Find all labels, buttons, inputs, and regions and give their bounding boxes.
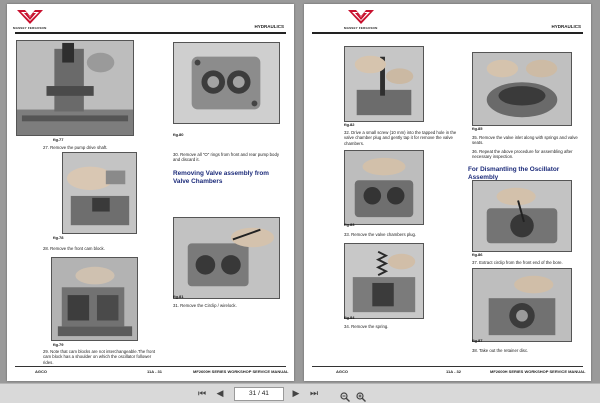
figure-caption: 29. Note that cam blocks are not interchangeable.The front cam block has a shoulder on which the oscillator follower rides.: [43, 349, 156, 365]
photo-front-cam-block: [62, 152, 137, 234]
figure-caption: 28. Remove the front cam block.: [43, 246, 105, 251]
figure-label: fig.78: [53, 235, 64, 240]
next-page-icon[interactable]: ▶: [292, 389, 300, 399]
footer-page-number: 11A - 31: [147, 369, 162, 374]
figure-label: fig.85: [472, 126, 483, 131]
manual-page-right: [304, 4, 591, 381]
photo-extract-circlip: [472, 180, 572, 252]
figure-caption: 37. Extract circlip from the front end of the bore.: [472, 260, 563, 265]
footer-manual-title: MF2600H SERIES WORKSHOP SERVICE MANUAL: [193, 369, 289, 374]
photo-spring: [344, 243, 424, 319]
footer-rule: [312, 366, 583, 367]
header-rule: [312, 32, 583, 34]
section-subheading: Removing Valve assembly from Valve Chambers: [173, 170, 269, 185]
figure-label: fig.77: [53, 137, 64, 142]
zoom-out-icon[interactable]: [340, 389, 350, 399]
photo-drive-screw: [344, 46, 424, 122]
section-subheading: For Dismantling the Oscillator Assembly: [468, 166, 560, 181]
figure-caption: 34. Remove the spring.: [344, 324, 389, 329]
figure-caption: 32. Drive a small screw (10 mm) into the tapped hole in the valve chamber plug and gently tap it for remove the valve chambers.: [344, 130, 457, 146]
footer-brand: AGCO: [35, 369, 47, 374]
photo-valve-inlet: [472, 52, 572, 126]
photo-cam-blocks: [51, 257, 138, 341]
figure-caption: 38. Take out the retainer disc.: [472, 348, 529, 353]
footer-rule: [15, 366, 286, 367]
zoom-in-icon[interactable]: [356, 389, 366, 399]
last-page-icon[interactable]: ⏭: [309, 389, 319, 399]
figure-caption: 31. Remove the Circlip / wirelock.: [173, 303, 237, 308]
figure-caption: 35. Remove the valve inlet along with springs and valve seats.: [472, 135, 578, 146]
massey-ferguson-logo: [348, 10, 374, 25]
figure-label: fig.86: [472, 252, 483, 257]
manual-page-left: [7, 4, 294, 381]
figure-label: fig.82: [344, 122, 355, 127]
figure-caption: 30. Remove all "O" rings from front and rear pump body and discard it.: [173, 152, 279, 163]
photo-o-rings-pump-body: [173, 42, 280, 124]
pdf-viewer-toolbar: [0, 383, 600, 403]
figure-label: fig.83: [344, 222, 355, 227]
photo-retainer-disc: [472, 268, 572, 342]
figure-caption: 33. Remove the valve chambers plug.: [344, 232, 417, 237]
footer-page-number: 11A - 32: [446, 369, 461, 374]
figure-caption: 36. Repeat the above procedure for assembling after necessary inspection.: [472, 149, 573, 160]
figure-label: fig.80: [173, 132, 184, 137]
previous-page-icon[interactable]: ◀: [216, 389, 224, 399]
section-title: HYDRAULICS: [551, 24, 581, 29]
photo-circlip-wirelock: [173, 217, 280, 299]
footer-brand: AGCO: [336, 369, 348, 374]
photo-pump-drive-shaft: [16, 40, 134, 136]
figure-label: fig.81: [173, 294, 184, 299]
photo-valve-chamber-plug: [344, 150, 424, 225]
brand-name: MASSEY FERGUSON: [13, 26, 47, 30]
figure-label: fig.84: [344, 315, 355, 320]
section-title: HYDRAULICS: [254, 24, 284, 29]
figure-label: fig.79: [53, 342, 64, 347]
massey-ferguson-logo: [17, 10, 43, 25]
first-page-icon[interactable]: ⏮: [197, 389, 207, 399]
figure-caption: 27. Remove the pump drive shaft.: [43, 145, 108, 150]
header-rule: [15, 32, 286, 34]
page-indicator-field[interactable]: 31 / 41: [234, 387, 284, 401]
footer-manual-title: MF2600H SERIES WORKSHOP SERVICE MANUAL: [490, 369, 586, 374]
figure-label: fig.87: [472, 338, 483, 343]
brand-name: MASSEY FERGUSON: [344, 26, 378, 30]
